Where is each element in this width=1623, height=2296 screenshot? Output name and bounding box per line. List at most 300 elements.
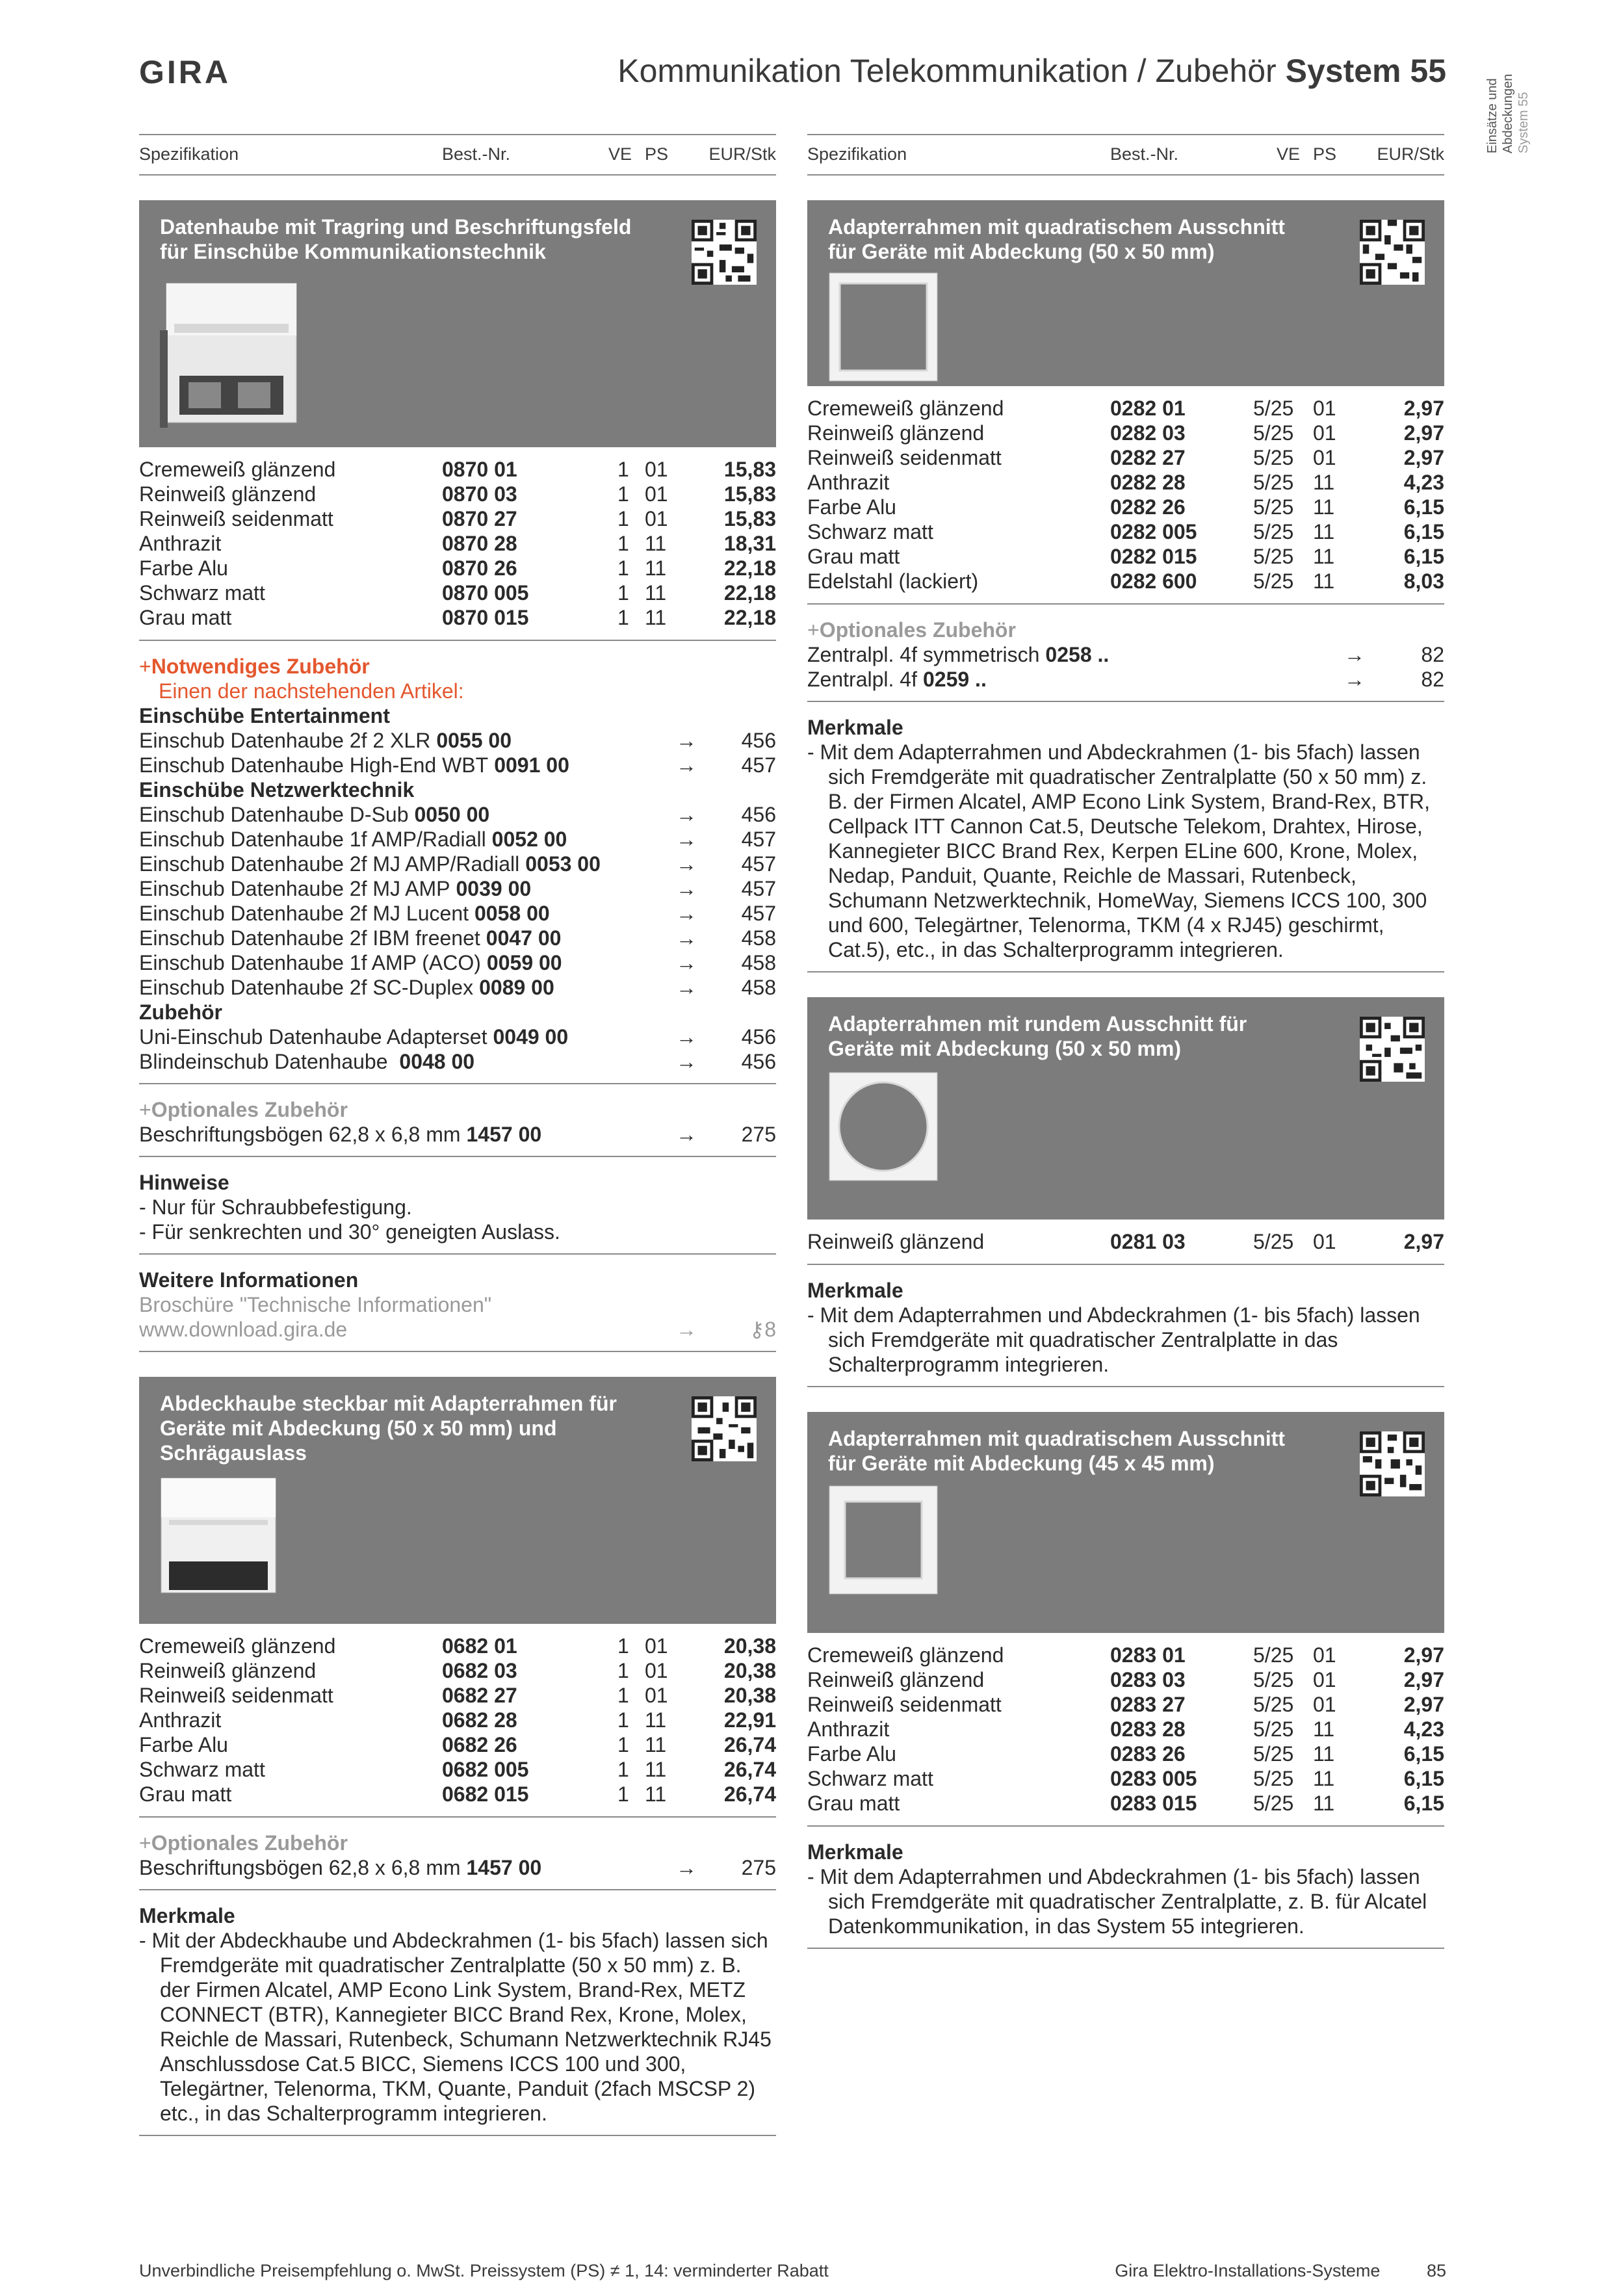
order-number: 0282 01 (1110, 397, 1186, 420)
features-section (139, 1903, 776, 2126)
accessory-order-number: 0059 00 (486, 951, 562, 974)
price: 18,31 (723, 532, 776, 555)
accessory-item[interactable] (139, 1122, 776, 1147)
accessory-list (139, 1024, 776, 1074)
price-system: 11 (645, 1758, 667, 1781)
accessory-order-number: 0058 00 (474, 902, 550, 925)
packing-unit: 1 (617, 606, 629, 629)
packing-unit: 5/25 (1253, 1668, 1294, 1691)
accessory-label (139, 852, 601, 876)
accessory-item[interactable] (139, 926, 776, 950)
table-row (807, 1717, 1444, 1742)
price: 20,38 (723, 1684, 776, 1707)
column-header (807, 134, 1444, 176)
optional-accessories (807, 618, 1444, 692)
features-heading: Merkmale (807, 1840, 903, 1864)
accessory-order-number: 0048 00 (399, 1050, 475, 1073)
col-ps: PS (645, 144, 669, 164)
price-system: 01 (645, 1684, 668, 1707)
accessory-label (139, 1855, 541, 1880)
price: 2,97 (1403, 1668, 1444, 1691)
price-system: 01 (645, 482, 668, 506)
packing-unit: 5/25 (1253, 446, 1294, 469)
optional-accessories-heading: +Optionales Zubehör (807, 618, 1016, 642)
product-title (828, 215, 1285, 264)
variant-name: Cremeweiß glänzend (807, 1643, 1004, 1667)
features-text: - Mit dem Adapterrahmen und Abdeckrahmen (1- bis 5fach) lassen sich Fremdgeräte mit quadratischer Zentralplatte in das Schalterprogramm integrieren. (807, 1303, 1420, 1376)
price: 2,97 (1403, 446, 1444, 469)
price: 26,74 (723, 1782, 776, 1806)
accessory-item[interactable] (139, 728, 776, 753)
page-reference[interactable]: 82 (1421, 643, 1444, 666)
footer-note: Unverbindliche Preisempfehlung o. MwSt. Preissystem (PS) ≠ 1, 14: verminderter Rabatt (139, 2261, 829, 2280)
variant-name: Reinweiß glänzend (139, 482, 317, 506)
accessory-label (807, 642, 1109, 667)
optional-accessories-heading: +Optionales Zubehör (139, 1098, 348, 1121)
page-reference[interactable]: 275 (741, 1123, 776, 1146)
accessory-list (139, 728, 776, 777)
accessory-text: Einschub Datenhaube 2f MJ AMP/Radiall (139, 852, 520, 876)
order-number: 0283 26 (1110, 1742, 1186, 1766)
table-row (139, 482, 776, 507)
product-title (828, 1011, 1247, 1061)
table-row (139, 581, 776, 606)
accessory-label (139, 1122, 541, 1147)
accessory-text: Einschub Datenhaube 2f SC-Duplex (139, 976, 474, 999)
order-number: 0283 01 (1110, 1643, 1186, 1667)
features-heading: Merkmale (807, 716, 903, 739)
packing-unit: 5/25 (1253, 421, 1294, 445)
variant-name: Farbe Alu (139, 1733, 228, 1756)
packing-unit: 1 (617, 1758, 629, 1781)
accessory-label (139, 827, 567, 852)
accessory-order-number: 0050 00 (414, 803, 490, 826)
page-reference[interactable]: 457 (741, 852, 776, 876)
price-system: 11 (645, 1782, 667, 1806)
order-number: 0283 27 (1110, 1693, 1186, 1716)
features-heading: Merkmale (807, 1279, 903, 1302)
price-system: 11 (1313, 471, 1335, 494)
accessory-order-number: 0053 00 (525, 852, 601, 876)
brochure-page (749, 1317, 776, 1342)
price-system: 11 (1313, 569, 1335, 593)
price: 26,74 (723, 1733, 776, 1756)
qr-code-icon (692, 220, 757, 285)
variant-name: Schwarz matt (139, 1758, 265, 1781)
price: 15,83 (723, 458, 776, 481)
variant-name: Reinweiß seidenmatt (807, 1693, 1002, 1716)
table-row (807, 1643, 1444, 1668)
page-reference[interactable]: 456 (741, 1025, 776, 1049)
order-number: 0282 26 (1110, 495, 1186, 519)
page-reference[interactable]: 456 (741, 729, 776, 752)
table-row (807, 569, 1444, 594)
more-info-section (139, 1268, 776, 1342)
variant-name: Anthrazit (139, 532, 222, 555)
optional-accessories-heading: +Optionales Zubehör (139, 1831, 348, 1855)
variant-name: Cremeweiß glänzend (139, 1634, 336, 1658)
accessory-label (139, 901, 550, 926)
accessory-label (139, 926, 561, 950)
page-reference[interactable]: 82 (1421, 668, 1444, 691)
table-row (139, 606, 776, 631)
price-system: 11 (1313, 1742, 1335, 1766)
price-system: 11 (645, 556, 667, 580)
accessory-text: Einschub Datenhaube 2f 2 XLR (139, 729, 431, 752)
variant-name: Reinweiß glänzend (807, 421, 985, 445)
packing-unit: 5/25 (1253, 1643, 1294, 1667)
packing-unit: 1 (617, 1684, 629, 1707)
order-number: 0682 27 (442, 1684, 517, 1707)
accessory-item[interactable] (139, 852, 776, 876)
price-system: 01 (1313, 1668, 1336, 1691)
product-box-adapterrahmen-rund (807, 997, 1444, 1220)
accessory-item[interactable] (139, 802, 776, 827)
price-system: 01 (1313, 1643, 1336, 1667)
required-accessories-heading: +Notwendiges Zubehör (139, 655, 370, 678)
product-title-line: für Geräte mit Abdeckung (45 x 45 mm) (828, 1452, 1215, 1475)
arrow-right-icon: → (676, 877, 697, 900)
price: 15,83 (723, 482, 776, 506)
arrow-right-icon: → (676, 1856, 697, 1879)
product-title-line: Adapterrahmen mit quadratischem Ausschnitt (828, 1427, 1285, 1450)
accessory-order-number: 1457 00 (466, 1123, 542, 1146)
price: 26,74 (723, 1758, 776, 1781)
accessory-text: Zentralpl. 4f symmetrisch (807, 643, 1040, 666)
side-tab (1485, 43, 1537, 153)
accessory-item[interactable] (139, 827, 776, 852)
price-system: 11 (645, 532, 667, 555)
order-number: 0283 005 (1110, 1767, 1197, 1790)
order-number: 0682 005 (442, 1758, 529, 1781)
features-section (807, 1840, 1444, 1938)
arrow-right-icon: → (676, 1025, 697, 1049)
page-number: 85 (1426, 2261, 1446, 2280)
table-row (807, 1693, 1444, 1717)
price-system: 01 (645, 1634, 668, 1658)
adapterrahmen-quadratisch-image (828, 272, 939, 382)
product-title (160, 215, 631, 264)
price: 2,97 (1403, 421, 1444, 445)
price-system: 01 (1313, 397, 1336, 420)
price: 20,38 (723, 1659, 776, 1682)
table-row (807, 1230, 1444, 1255)
page-title-text: Kommunikation Telekommunikation / Zubehör (617, 53, 1277, 89)
table-row (139, 1758, 776, 1782)
features-heading: Merkmale (139, 1904, 235, 1927)
accessory-text: Einschub Datenhaube 2f MJ Lucent (139, 902, 469, 925)
accessory-list (139, 1122, 776, 1147)
accessory-order-number: 0055 00 (436, 729, 512, 752)
accessory-label (807, 667, 987, 692)
optional-accessories-label: Optionales Zubehör (819, 618, 1016, 642)
packing-unit: 1 (617, 532, 629, 555)
accessory-item[interactable] (139, 876, 776, 901)
col-spec: Spezifikation (139, 144, 239, 164)
accessory-order-number: 1457 00 (466, 1856, 542, 1879)
packing-unit: 5/25 (1253, 1792, 1294, 1815)
variant-name: Grau matt (139, 606, 232, 629)
price-system: 11 (1313, 1717, 1335, 1741)
col-ve: VE (1277, 144, 1301, 164)
accessory-item[interactable] (139, 901, 776, 926)
footer-right (1115, 2261, 1446, 2281)
price: 22,18 (723, 581, 776, 605)
side-tab-label: Einsätze und Abdeckungen (1485, 73, 1515, 153)
price-table (139, 1634, 776, 1807)
accessory-label (139, 728, 512, 753)
price-system: 01 (1313, 446, 1336, 469)
variant-name: Edelstahl (lackiert) (807, 569, 979, 593)
order-number: 0282 03 (1110, 421, 1186, 445)
price: 6,15 (1403, 495, 1444, 519)
order-number: 0682 03 (442, 1659, 517, 1682)
variant-name: Reinweiß seidenmatt (139, 1684, 333, 1707)
side-tab-sub: System 55 (1516, 92, 1531, 153)
required-accessories (139, 654, 776, 1074)
order-number: 0282 015 (1110, 545, 1197, 568)
price-system: 11 (645, 581, 667, 605)
accessory-label (139, 1024, 568, 1049)
variant-name: Cremeweiß glänzend (807, 397, 1004, 420)
col-nr: Best.-Nr. (1110, 144, 1179, 164)
price: 8,03 (1403, 569, 1444, 593)
price: 2,97 (1403, 397, 1444, 420)
accessory-text: Einschub Datenhaube 1f AMP (ACO) (139, 951, 481, 974)
table-row (807, 545, 1444, 569)
arrow-right-icon: → (676, 729, 697, 752)
price: 20,38 (723, 1634, 776, 1658)
price: 6,15 (1403, 520, 1444, 543)
accessory-text: Einschub Datenhaube D-Sub (139, 803, 409, 826)
abdeckhaube-image (160, 1477, 277, 1594)
packing-unit: 5/25 (1253, 1742, 1294, 1766)
price: 4,23 (1403, 1717, 1444, 1741)
qr-code-icon (1360, 1017, 1425, 1082)
accessory-item[interactable] (139, 1024, 776, 1049)
product-box-adapterrahmen-quadratisch-45 (807, 1412, 1444, 1633)
packing-unit: 1 (617, 1659, 629, 1682)
order-number: 0682 26 (442, 1733, 517, 1756)
arrow-right-icon: → (676, 1050, 697, 1073)
accessory-item[interactable] (139, 975, 776, 1000)
product-title-line: Geräte mit Abdeckung (50 x 50 mm) (828, 1037, 1181, 1060)
table-row (807, 495, 1444, 520)
packing-unit: 5/25 (1253, 495, 1294, 519)
features-text: - Mit dem Adapterrahmen und Abdeckrahmen (1- bis 5fach) lassen sich Fremdgeräte mit quadratischer Zentralplatte (50 x 50 mm) z. B. der Firmen Alcatel, AMP Econo Link System, Brand-Rex, BTR, Cellpack ITT Cannon Cat.5, Deutsche Telekom, Drahtex, Hirose, Kannegieter BICC Brand Rex, Kerpen ELine 600, Krone, Molex, Nedap, Panduit, Quante, Reichle de Massari, Rutenbeck, Schumann Netzwerktechnik, HomeWay, Siemens ICCS 100, 300 und 600, Telegärtner, Telenorma, TKM (4 x RJ45) geschirmt, Cat.5), etc., in das Schalterprogramm integrieren. (807, 740, 1430, 961)
brochure-title: Broschüre "Technische Informationen" (139, 1293, 492, 1316)
download-link-row[interactable] (139, 1317, 776, 1342)
optional-accessories (139, 1831, 776, 1880)
product-title-line: für Geräte mit Abdeckung (50 x 50 mm) (828, 240, 1215, 263)
column-header (139, 134, 776, 176)
more-info-heading: Weitere Informationen (139, 1268, 359, 1292)
download-link[interactable]: www.download.gira.de (139, 1318, 348, 1341)
qr-code-icon (1360, 1431, 1425, 1496)
order-number: 0682 28 (442, 1708, 517, 1732)
accessory-item[interactable] (139, 950, 776, 975)
accessory-text: Zentralpl. 4f (807, 668, 917, 691)
accessory-list (139, 802, 776, 1000)
accessory-item[interactable] (139, 753, 776, 777)
col-spec: Spezifikation (807, 144, 907, 164)
arrow-right-icon: → (1344, 668, 1365, 691)
order-number: 0282 27 (1110, 446, 1186, 469)
page-reference[interactable]: 457 (741, 902, 776, 925)
table-row (139, 1733, 776, 1758)
accessory-item[interactable] (139, 1049, 776, 1074)
product-box-adapterrahmen-quadratisch-50 (807, 200, 1444, 386)
hint-item: - Für senkrechten und 30° geneigten Auslass. (139, 1220, 560, 1244)
product-box-abdeckhaube (139, 1377, 776, 1624)
price: 22,91 (723, 1708, 776, 1732)
order-number: 0283 015 (1110, 1792, 1197, 1815)
accessory-text: Uni-Einschub Datenhaube Adapterset (139, 1025, 487, 1049)
table-row (139, 556, 776, 581)
price-system: 11 (1313, 1792, 1335, 1815)
table-row (139, 458, 776, 482)
table-row (139, 507, 776, 532)
arrow-right-icon: → (676, 951, 697, 974)
arrow-right-icon: → (676, 852, 697, 876)
accessory-item[interactable] (139, 1855, 776, 1880)
page-reference[interactable]: 458 (741, 926, 776, 950)
table-row (807, 1792, 1444, 1816)
features-text: - Mit dem Adapterrahmen und Abdeckrahmen (1- bis 5fach) lassen sich Fremdgeräte mit quadratischer Zentralplatte, z. B. für Alcatel Datenkommunikation, in das System 55 integrieren. (807, 1865, 1427, 1938)
variant-name: Reinweiß glänzend (807, 1230, 985, 1253)
product-title-line: Adapterrahmen mit quadratischem Ausschnitt (828, 215, 1285, 239)
price: 2,97 (1403, 1643, 1444, 1667)
variant-name: Farbe Alu (807, 1742, 896, 1766)
product-title-line: Adapterrahmen mit rundem Ausschnitt für (828, 1012, 1247, 1036)
order-number: 0870 015 (442, 606, 529, 629)
price-system: 01 (1313, 1693, 1336, 1716)
col-eur: EUR/Stk (1377, 144, 1444, 164)
arrow-right-icon: → (676, 828, 697, 851)
variant-name: Schwarz matt (807, 1767, 933, 1790)
order-number: 0282 28 (1110, 471, 1186, 494)
page-reference[interactable]: 456 (741, 1050, 776, 1073)
accessory-order-number: 0049 00 (493, 1025, 569, 1049)
arrow-right-icon: → (676, 976, 697, 999)
order-number: 0870 28 (442, 532, 517, 555)
page-reference[interactable]: 458 (741, 951, 776, 974)
accessory-label (139, 802, 489, 827)
page-reference[interactable]: 275 (741, 1856, 776, 1879)
accessory-order-number: 0091 00 (494, 753, 569, 777)
price-table (139, 458, 776, 631)
packing-unit: 5/25 (1253, 471, 1294, 494)
variant-name: Reinweiß seidenmatt (807, 446, 1002, 469)
page-reference[interactable]: 457 (741, 877, 776, 900)
price: 6,15 (1403, 545, 1444, 568)
packing-unit: 1 (617, 1782, 629, 1806)
variant-name: Grau matt (807, 1792, 900, 1815)
packing-unit: 1 (617, 1634, 629, 1658)
accessory-order-number: 0039 00 (456, 877, 532, 900)
accessory-item[interactable] (807, 667, 1444, 692)
variant-name: Anthrazit (807, 471, 890, 494)
price: 2,97 (1403, 1230, 1444, 1253)
arrow-right-icon: → (676, 1123, 697, 1146)
product-title-line: Schrägauslass (160, 1441, 307, 1465)
price-table (807, 397, 1444, 594)
product-title (828, 1426, 1285, 1476)
accessory-text: Beschriftungsbögen 62,8 x 6,8 mm (139, 1856, 461, 1879)
gira-logo: GIRA (139, 54, 231, 90)
price-table (807, 1230, 1444, 1255)
accessory-list (139, 1855, 776, 1880)
packing-unit: 1 (617, 581, 629, 605)
arrow-right-icon: → (676, 1318, 697, 1341)
packing-unit: 1 (617, 1708, 629, 1732)
price: 6,15 (1403, 1742, 1444, 1766)
accessory-label (139, 753, 569, 777)
packing-unit: 1 (617, 556, 629, 580)
order-number: 0281 03 (1110, 1230, 1186, 1253)
variant-name: Cremeweiß glänzend (139, 458, 336, 481)
price-system: 11 (645, 606, 667, 629)
required-accessories-label: Notwendiges Zubehör (151, 655, 370, 678)
page-reference[interactable]: 458 (741, 976, 776, 999)
accessory-label (139, 876, 531, 901)
adapterrahmen-quadratisch-45-image (828, 1485, 939, 1595)
table-row (139, 1708, 776, 1733)
accessory-text: Blindeinschub Datenhaube (139, 1050, 394, 1073)
price-system: 11 (645, 1733, 667, 1756)
arrow-right-icon: → (676, 803, 697, 826)
packing-unit: 1 (617, 1733, 629, 1756)
page-reference[interactable]: 457 (741, 753, 776, 777)
group-heading: Einschübe Entertainment (139, 704, 390, 727)
product-title-line: Datenhaube mit Tragring und Beschriftungsfeld (160, 215, 632, 239)
footer-company: Gira Elektro-Installations-Systeme (1115, 2261, 1381, 2280)
packing-unit: 5/25 (1253, 397, 1294, 420)
table-row (139, 1684, 776, 1708)
variant-name: Grau matt (139, 1782, 232, 1806)
accessory-text: Beschriftungsbögen 62,8 x 6,8 mm (139, 1123, 461, 1146)
price-system: 11 (1313, 1767, 1335, 1790)
arrow-right-icon: → (676, 753, 697, 777)
price-system: 01 (645, 1659, 668, 1682)
page-reference[interactable]: 456 (741, 803, 776, 826)
variant-name: Schwarz matt (139, 581, 265, 605)
packing-unit: 5/25 (1253, 1693, 1294, 1716)
order-number: 0870 26 (442, 556, 517, 580)
accessory-item[interactable] (807, 642, 1444, 667)
table-row (807, 1767, 1444, 1792)
page-reference[interactable]: 457 (741, 828, 776, 851)
table-row (139, 532, 776, 556)
accessory-text: Einschub Datenhaube 2f MJ AMP (139, 877, 450, 900)
variant-name: Farbe Alu (139, 556, 228, 580)
product-box-datenhaube (139, 200, 776, 447)
order-number: 0870 03 (442, 482, 517, 506)
group-heading: Zubehör (139, 1000, 222, 1024)
price-system: 01 (645, 507, 668, 530)
accessory-order-number: 0259 .. (922, 668, 987, 691)
price-table (807, 1643, 1444, 1816)
order-number: 0283 28 (1110, 1717, 1186, 1741)
variant-name: Reinweiß glänzend (139, 1659, 317, 1682)
packing-unit: 5/25 (1253, 1767, 1294, 1790)
price: 22,18 (723, 556, 776, 580)
features-text: - Mit der Abdeckhaube und Abdeckrahmen (1- bis 5fach) lassen sich Fremdgeräte mit quadratischer Zentralplatte (50 x 50 mm) z. B. der Firmen Alcatel, AMP Econo Link System, Brand-Rex, METZ CONNECT (BTR), Kannegieter BICC Brand Rex, Krone, Molex, Reichle de Massari, Rutenbeck, Schumann Netzwerktechnik RJ45 Anschlussdose Cat.5 BICC, Siemens ICCS 100 und 300, Telegärtner, Telenorma, TKM, Quante, Panduit (2fach MSCSP 2) etc., in das Schalterprogramm integrieren. (139, 1929, 772, 2125)
price: 15,83 (723, 507, 776, 530)
packing-unit: 5/25 (1253, 545, 1294, 568)
order-number: 0282 005 (1110, 520, 1197, 543)
order-number: 0682 01 (442, 1634, 517, 1658)
